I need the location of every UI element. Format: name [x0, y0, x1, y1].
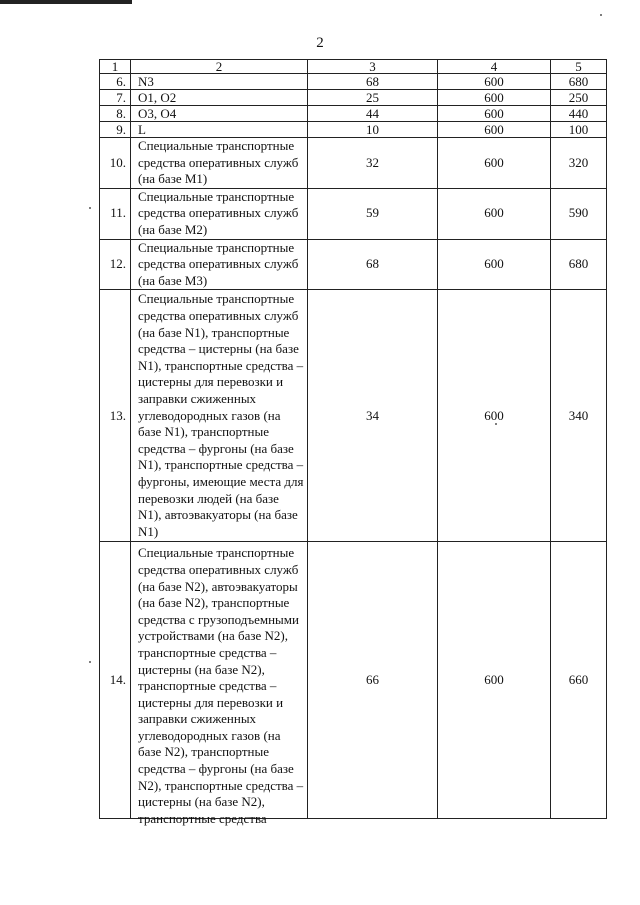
- column-5-value: 680: [551, 239, 607, 290]
- column-5-value: 660: [551, 542, 607, 819]
- column-5-value: 340: [551, 290, 607, 542]
- column-4-value: 600: [438, 239, 551, 290]
- row-number: 12.: [100, 239, 131, 290]
- table-header-row: [100, 60, 607, 74]
- vehicle-category: N3: [131, 74, 308, 90]
- row-number: 11.: [100, 188, 131, 239]
- table-row: [100, 138, 607, 189]
- data-table: [99, 59, 607, 826]
- column-5-value: 100: [551, 122, 607, 138]
- row-number: 13.: [100, 290, 131, 542]
- header-cell: 3: [308, 60, 438, 74]
- vehicle-category: O3, O4: [131, 106, 308, 122]
- row-number: 6.: [100, 74, 131, 90]
- vehicle-category: Специальные транспортные средства оперативных служб (на базе N2), автоэвакуаторы (на базе N2), транспортные средства с грузоподъемными устройствами (на базе N2), транспортные средства – цистерны (на базе N2), транспортные средства – цистерны для перевозки и заправки сжиженных углеводородных газов (на базе N2), транспортные средства – фургоны (на базе N2), транспортные средства – цистерны (на базе N2), транспортные средства: [138, 545, 304, 826]
- column-4-value: 600: [438, 90, 551, 106]
- table-row: [100, 122, 607, 138]
- scan-speck: [89, 207, 91, 209]
- table-row: [100, 239, 607, 290]
- row-number: 7.: [100, 90, 131, 106]
- scan-speck: [89, 661, 91, 663]
- vehicle-category-cell: [131, 542, 308, 826]
- table-row: [100, 188, 607, 239]
- column-3-value: 68: [308, 239, 438, 290]
- vehicle-category: Специальные транспортные средства оперативных служб (на базе М3): [131, 239, 308, 290]
- header-cell: 5: [551, 60, 607, 74]
- scan-speck: [600, 14, 602, 16]
- page-number: 2: [316, 35, 324, 51]
- top-rule: [0, 0, 132, 4]
- table-row: [100, 106, 607, 122]
- column-5-value: 590: [551, 188, 607, 239]
- column-3-value: 44: [308, 106, 438, 122]
- column-3-value: 68: [308, 74, 438, 90]
- column-4-value: 600: [438, 138, 551, 189]
- header-cell: 2: [131, 60, 308, 74]
- column-5-value: 250: [551, 90, 607, 106]
- column-3-value: 32: [308, 138, 438, 189]
- header-cell: 4: [438, 60, 551, 74]
- table-row: [100, 90, 607, 106]
- table-row: [100, 542, 607, 819]
- column-3-value: 66: [308, 542, 438, 819]
- vehicle-category: Специальные транспортные средства оперативных служб (на базе М2): [131, 188, 308, 239]
- column-5-value: 320: [551, 138, 607, 189]
- column-4-value: 600: [438, 188, 551, 239]
- vehicle-category: L: [131, 122, 308, 138]
- column-3-value: 34: [308, 290, 438, 542]
- row-number: 10.: [100, 138, 131, 189]
- header-cell: 1: [100, 60, 131, 74]
- column-4-value: 600: [438, 122, 551, 138]
- column-5-value: 680: [551, 74, 607, 90]
- row-number: 9.: [100, 122, 131, 138]
- table-body: [100, 59, 607, 826]
- column-3-value: 10: [308, 122, 438, 138]
- column-4-value: 600: [438, 542, 551, 819]
- table-row: [100, 74, 607, 90]
- column-3-value: 59: [308, 188, 438, 239]
- row-number: 14.: [100, 542, 131, 819]
- column-4-value: 600: [438, 290, 551, 542]
- column-5-value: 440: [551, 106, 607, 122]
- vehicle-category: Специальные транспортные средства оперативных служб (на базе N1), транспортные средства – цистерны (на базе N1), транспортные средства – цистерны для перевозки и заправки сжиженных углеводородных газов (на базе N1), транспортные средства – фургоны (на базе N1), транспортные средства – фургоны, имеющие места для перевозки людей (на базе N1), автоэвакуаторы (на базе N1): [131, 290, 308, 542]
- vehicle-category: Специальные транспортные средства оперативных служб (на базе М1): [131, 138, 308, 189]
- table-row: [100, 290, 607, 542]
- column-4-value: 600: [438, 74, 551, 90]
- vehicle-category: O1, O2: [131, 90, 308, 106]
- column-3-value: 25: [308, 90, 438, 106]
- row-number: 8.: [100, 106, 131, 122]
- column-4-value: 600: [438, 106, 551, 122]
